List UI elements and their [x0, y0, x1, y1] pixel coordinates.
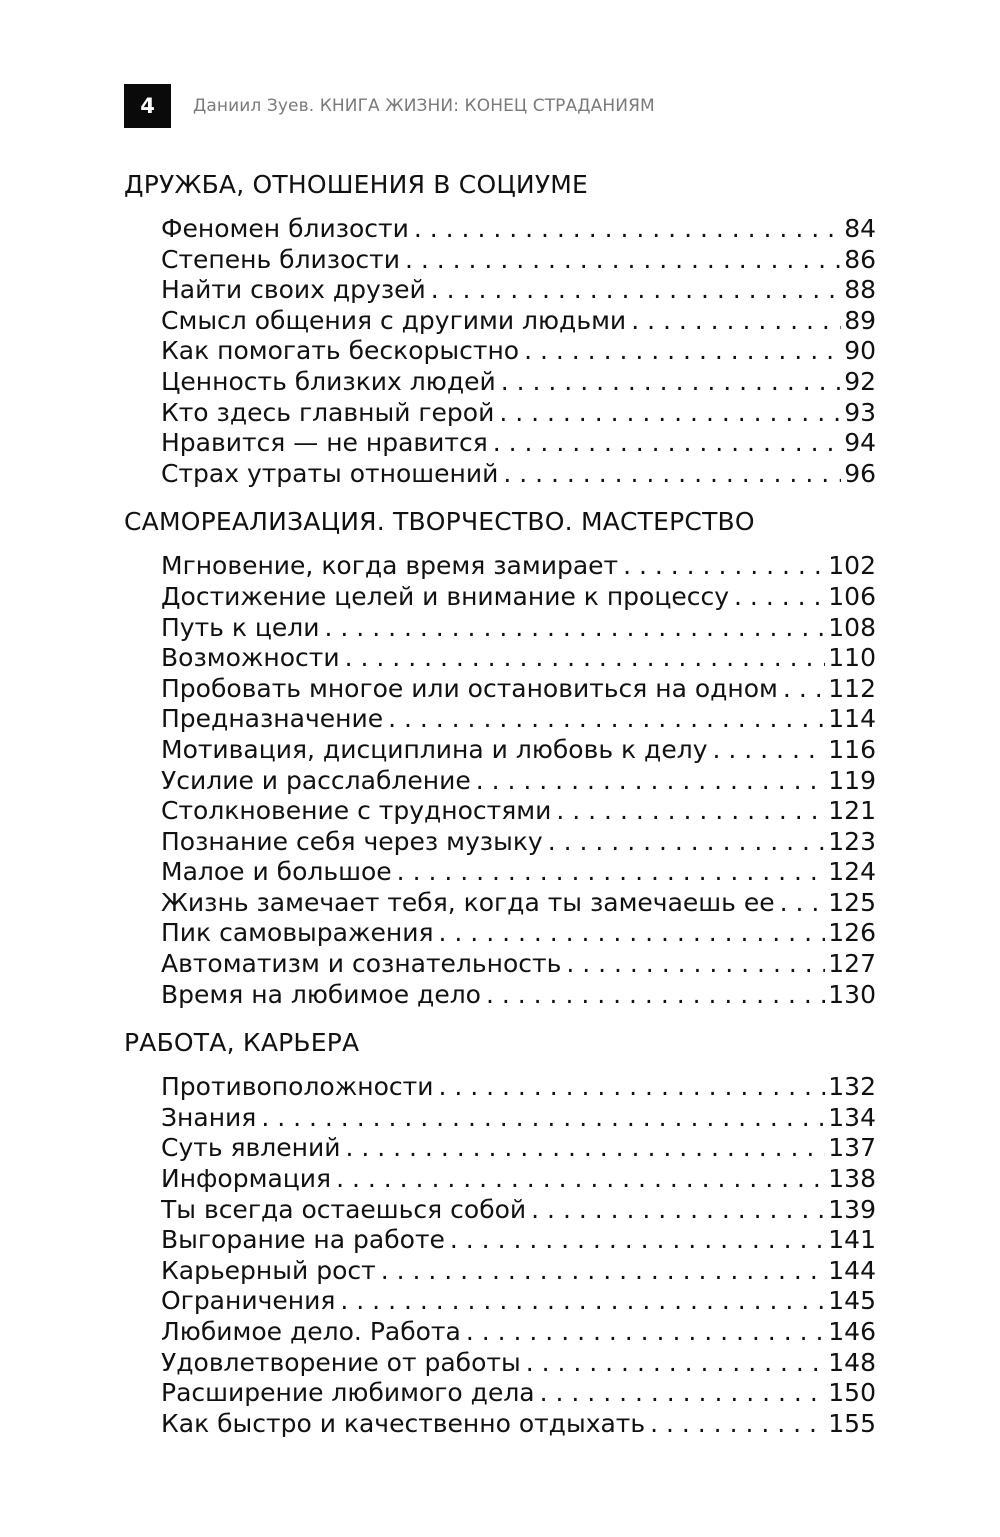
dot-leader	[434, 918, 826, 948]
entry-page-number: 90	[844, 336, 876, 366]
dot-leader	[626, 306, 841, 336]
dot-leader	[461, 1317, 825, 1347]
toc-entry[interactable]	[161, 275, 876, 306]
toc-entry[interactable]	[161, 1378, 876, 1409]
entry-page-number: 119	[828, 765, 876, 795]
entry-title: Возможности	[161, 643, 340, 673]
entry-page-number: 145	[828, 1286, 876, 1316]
toc-section-friendship	[124, 168, 876, 489]
table-of-contents	[124, 168, 876, 1455]
entry-title: Карьерный рост	[161, 1255, 376, 1285]
toc-entry[interactable]	[161, 367, 876, 398]
dot-leader	[481, 980, 825, 1010]
toc-section-self-realization	[124, 505, 876, 1010]
toc-entry[interactable]	[161, 980, 876, 1011]
entry-title: Как быстро и качественно отдыхать	[161, 1408, 646, 1438]
entry-page-number: 148	[828, 1347, 876, 1377]
entry-title: Путь к цели	[161, 612, 320, 642]
entry-page-number: 124	[828, 857, 876, 887]
toc-entry[interactable]	[161, 1225, 876, 1256]
entry-page-number: 155	[828, 1408, 876, 1438]
entry-title: Любимое дело. Работа	[161, 1317, 461, 1346]
entry-page-number: 86	[844, 244, 876, 274]
dot-leader	[498, 459, 841, 489]
toc-entry[interactable]	[161, 1133, 876, 1164]
toc-entry[interactable]	[161, 1103, 876, 1134]
entry-page-number: 138	[828, 1164, 876, 1194]
toc-entry[interactable]	[161, 459, 876, 490]
entry-title: Выгорание на работе	[161, 1225, 445, 1255]
dot-leader	[519, 336, 841, 366]
toc-entry[interactable]	[161, 398, 876, 429]
entry-title: Удовлетворение от работы	[161, 1347, 521, 1377]
entry-page-number: 114	[828, 704, 876, 734]
toc-entry[interactable]	[161, 1409, 876, 1440]
entry-page-number: 144	[828, 1255, 876, 1285]
dot-leader	[335, 1286, 825, 1316]
toc-entry[interactable]	[161, 1256, 876, 1287]
toc-entry[interactable]	[161, 336, 876, 367]
dot-leader	[400, 245, 841, 275]
entry-page-number: 96	[844, 458, 876, 488]
entry-page-number: 132	[828, 1072, 876, 1102]
entry-title: Нравится — не нравится	[161, 428, 488, 458]
dot-leader	[340, 643, 826, 673]
entry-title: Информация	[161, 1164, 332, 1194]
toc-entry[interactable]	[161, 1348, 876, 1379]
dot-leader	[778, 674, 825, 704]
dot-leader	[551, 796, 825, 826]
dot-leader	[383, 704, 825, 734]
entry-page-number: 93	[844, 397, 876, 427]
toc-entry[interactable]	[161, 1317, 876, 1348]
dot-leader	[331, 1164, 825, 1194]
section-title: ДРУЖБА, ОТНОШЕНИЯ В СОЦИУМЕ	[124, 170, 589, 199]
dot-leader	[488, 428, 841, 458]
toc-entry[interactable]	[161, 1286, 876, 1317]
toc-entry[interactable]	[161, 704, 876, 735]
toc-entry[interactable]	[161, 551, 876, 582]
entry-page-number: 110	[828, 643, 876, 673]
entry-title: Страх утраты отношений	[161, 458, 499, 488]
entry-page-number: 102	[828, 551, 876, 581]
dot-leader	[392, 857, 826, 887]
dot-leader	[494, 398, 841, 428]
entry-page-number: 92	[844, 366, 876, 396]
dot-leader	[340, 1133, 825, 1163]
entry-page-number: 84	[844, 214, 876, 243]
entry-page-number: 125	[828, 887, 876, 917]
entry-page-number: 89	[844, 305, 876, 335]
entry-page-number: 88	[844, 275, 876, 305]
entry-page-number: 141	[828, 1225, 876, 1255]
entry-title: Автоматизм и сознательность	[161, 949, 562, 979]
entry-title: Ценность близких людей	[161, 366, 496, 396]
dot-leader	[775, 888, 826, 918]
dot-leader	[729, 582, 825, 612]
entry-page-number: 126	[828, 918, 876, 948]
entry-title: Пик самовыражения	[161, 918, 434, 948]
entry-page-number: 123	[828, 826, 876, 856]
dot-leader	[409, 214, 841, 244]
dot-leader	[433, 1072, 825, 1102]
entry-title: Пробовать многое или остановиться на одном	[161, 673, 778, 703]
dot-leader	[320, 613, 826, 643]
entry-page-number: 94	[844, 428, 876, 458]
entry-page-number: 150	[828, 1378, 876, 1408]
entry-page-number: 137	[828, 1133, 876, 1163]
toc-entry[interactable]	[161, 643, 876, 674]
dot-leader	[496, 367, 841, 397]
entry-title: Столкновение с трудностями	[161, 796, 552, 826]
dot-leader	[376, 1256, 826, 1286]
entry-title: Суть явлений	[161, 1133, 341, 1163]
entry-page-number: 121	[828, 796, 876, 826]
entry-title: Смысл общения с другими людьми	[161, 305, 627, 335]
entry-title: Знания	[161, 1102, 257, 1132]
dot-leader	[561, 949, 825, 979]
dot-leader	[618, 551, 825, 581]
section-title: РАБОТА, КАРЬЕРА	[124, 1028, 360, 1058]
dot-leader	[426, 275, 841, 305]
entry-title: Усилие и расслабление	[161, 765, 471, 795]
dot-leader	[256, 1103, 825, 1133]
entry-page-number: 139	[828, 1194, 876, 1224]
entry-page-number: 127	[828, 949, 876, 979]
entry-page-number: 116	[828, 734, 876, 764]
dot-leader	[543, 827, 826, 857]
toc-entry[interactable]	[161, 674, 876, 705]
entry-title: Познание себя через музыку	[161, 826, 543, 856]
entry-title: Найти своих друзей	[161, 275, 426, 305]
toc-entry[interactable]	[161, 245, 876, 276]
entry-title: Предназначение	[161, 704, 384, 734]
entry-page-number: 130	[828, 979, 876, 1009]
toc-entry[interactable]	[161, 613, 876, 644]
entry-page-number: 112	[828, 673, 876, 703]
running-title: Даниил Зуев. КНИГА ЖИЗНИ: КОНЕЦ СТРАДАНИЯМ	[193, 96, 655, 116]
entry-page-number: 146	[828, 1317, 876, 1346]
entry-page-number: 108	[828, 612, 876, 642]
entry-title: Противоположности	[161, 1072, 434, 1102]
entry-title: Время на любимое дело	[161, 979, 481, 1009]
dot-leader	[526, 1195, 825, 1225]
page-header	[124, 84, 655, 128]
toc-entry[interactable]	[161, 888, 876, 919]
entry-title: Ты всегда остаешься собой	[161, 1194, 527, 1224]
toc-entry[interactable]	[161, 306, 876, 337]
toc-entry[interactable]	[161, 582, 876, 613]
toc-entry[interactable]	[161, 1195, 876, 1226]
toc-entry[interactable]	[161, 918, 876, 949]
toc-entry[interactable]	[161, 428, 876, 459]
toc-entry[interactable]	[161, 214, 876, 245]
toc-entry[interactable]	[161, 766, 876, 797]
section-title: САМОРЕАЛИЗАЦИЯ. ТВОРЧЕСТВО. МАСТЕРСТВО	[124, 507, 755, 537]
entry-title: Кто здесь главный герой	[161, 397, 495, 427]
dot-leader	[445, 1225, 825, 1255]
dot-leader	[707, 735, 825, 765]
page-number-badge: 4	[124, 84, 171, 128]
entry-title: Малое и большое	[161, 857, 392, 887]
dot-leader	[521, 1348, 826, 1378]
toc-entry[interactable]	[161, 827, 876, 858]
entry-title: Достижение целей и внимание к процессу	[161, 581, 730, 611]
entry-title: Жизнь замечает тебя, когда ты замечаешь ее	[161, 887, 775, 917]
toc-entry[interactable]	[161, 735, 876, 766]
toc-entry[interactable]	[161, 857, 876, 888]
entry-title: Феномен близости	[161, 214, 409, 243]
entry-page-number: 134	[828, 1102, 876, 1132]
toc-entry[interactable]	[161, 1164, 876, 1195]
dot-leader	[471, 766, 826, 796]
entry-title: Мгновение, когда время замирает	[161, 551, 619, 581]
toc-entry[interactable]	[161, 949, 876, 980]
entry-title: Как помогать бескорыстно	[161, 336, 520, 366]
toc-section-work-career	[124, 1026, 876, 1439]
dot-leader	[645, 1409, 825, 1439]
toc-entry[interactable]	[161, 1072, 876, 1103]
toc-entry[interactable]	[161, 796, 876, 827]
entry-title: Ограничения	[161, 1286, 336, 1316]
entry-title: Степень близости	[161, 244, 400, 274]
dot-leader	[535, 1378, 826, 1408]
entry-title: Расширение любимого дела	[161, 1378, 535, 1408]
entry-page-number: 106	[828, 581, 876, 611]
entry-title: Мотивация, дисциплина и любовь к делу	[161, 734, 708, 764]
